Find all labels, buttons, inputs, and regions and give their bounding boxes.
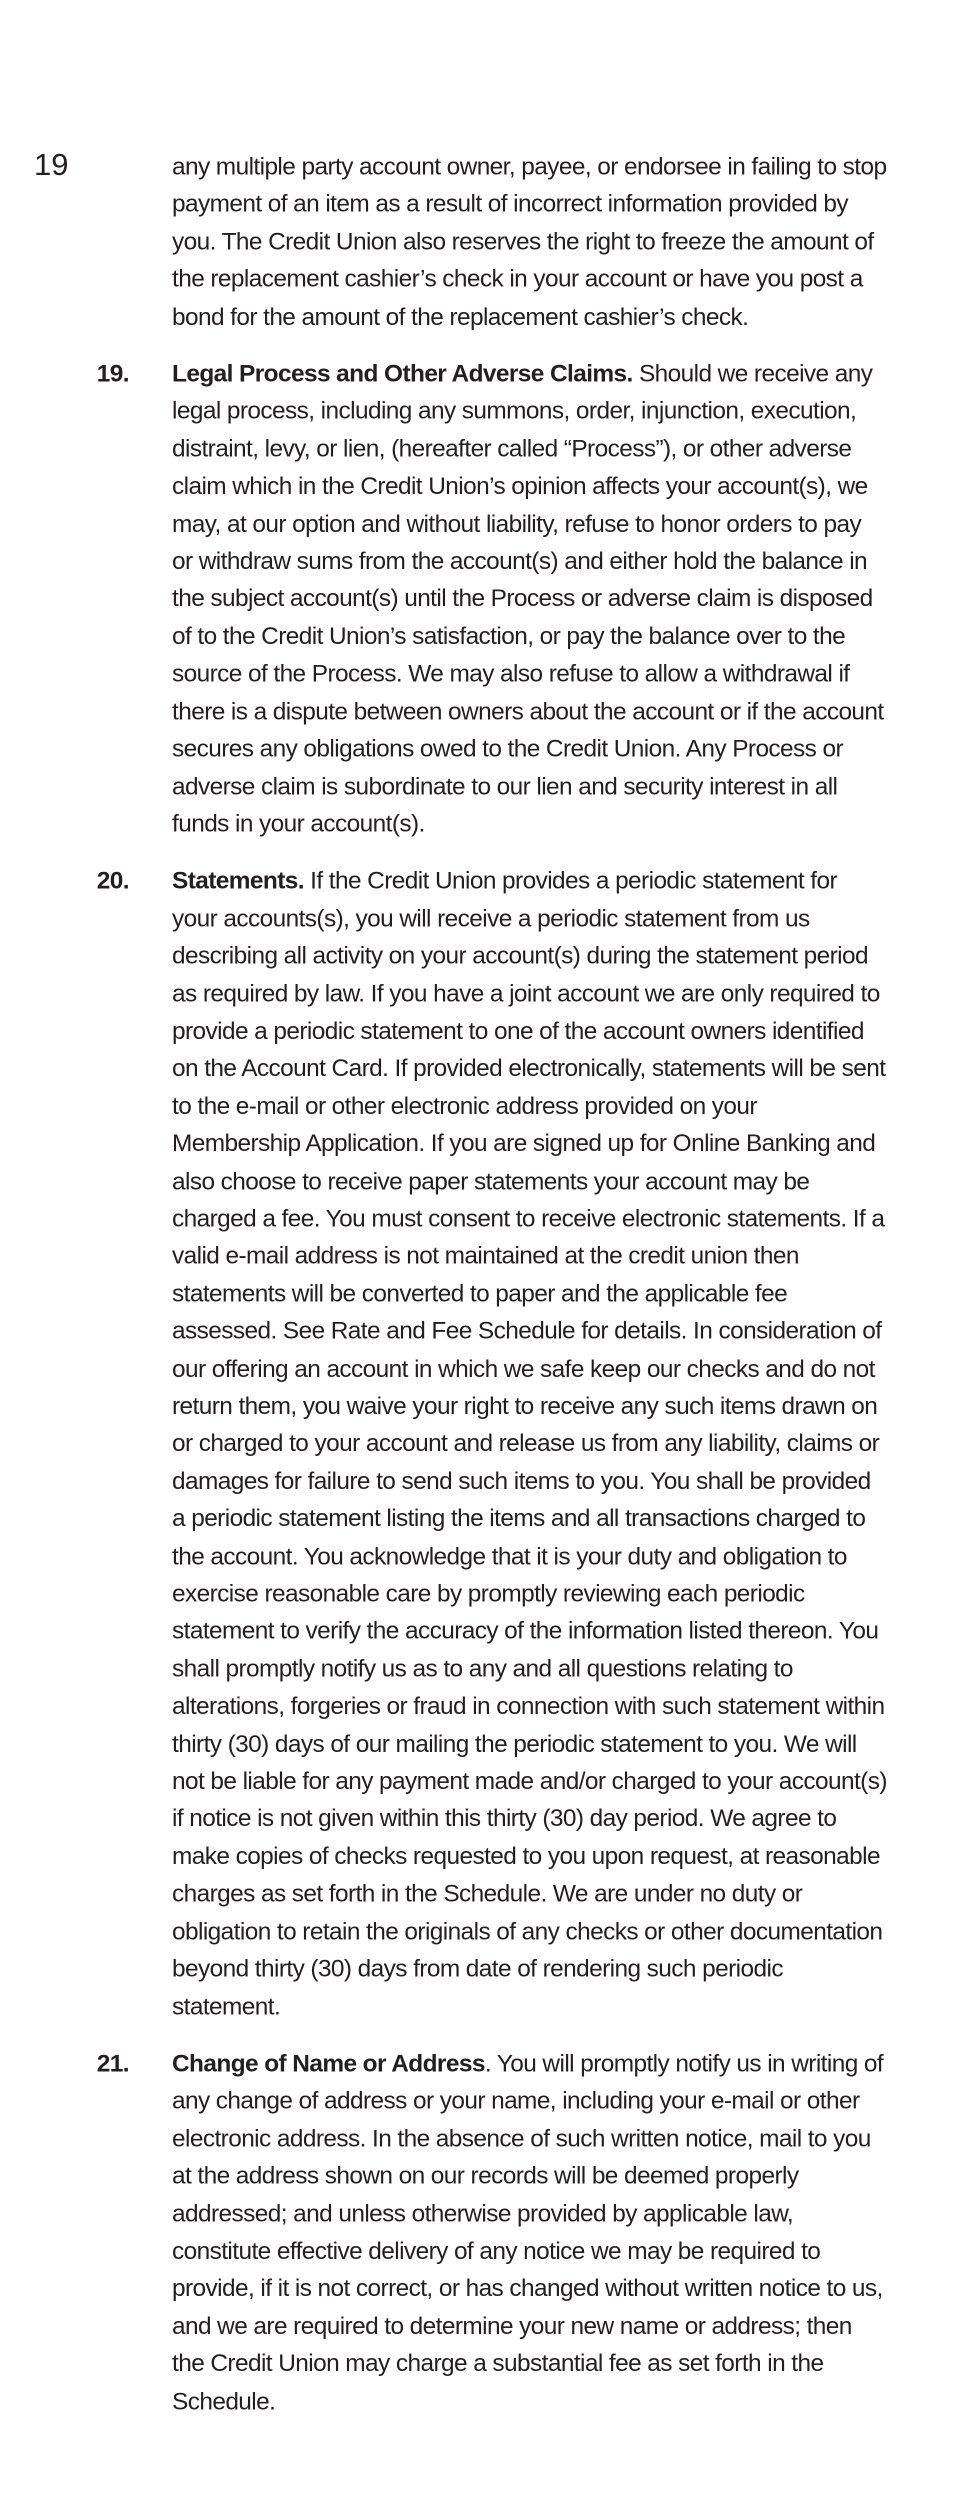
section-body: If the Credit Union provides a periodic statement for your accounts(s), you will receive a periodic statement from us describing all activity on your account(s) during the statement period as required by law. If you have a joint account we are only required to provide a periodic statement to one of the account owners identified on the Account Card. If provided electronically, statements will be sent to the e-mail or other electronic address provided on your Membership Application. If you are signed up for Online Banking and also choose to receive paper statements your account may be charged a fee. You must consent to receive electronic statements. If a valid e-mail address is not maintained at the credit union then statements will be converted to paper and the applicable fee assessed. See Rate and Fee Schedule for details. In consideration of our offering an account in which we safe keep our checks and do not return them, you waive your right to receive any such items drawn on or charged to your account and release us from any liability, claims or damages for failure to send such items to you. You shall be provided a periodic statement listing the items and all transactions charged to the account. You acknowledge that it is your duty and obligation to exercise reasonable care by promptly reviewing each periodic statement to verify the accuracy of the information listed thereon. You shall promptly notify us as to any and all questions relating to alterations, forgeries or fraud in connection with such statement within thirty (30) days of our mailing the periodic statement to you. We will not be liable for any payment made and/or charged to your account(s) if notice is not given within this thirty (30) day period. We agree to make copies of checks requested to you upon request, at reasonable charges as set forth in the Schedule. We are under no duty or obligation to retain the originals of any checks or other documentation beyond thirty (30) days from date of rendering such periodic statement. <box>172 867 887 2021</box>
section-title: Statements. <box>172 867 304 895</box>
section-paragraph <box>172 355 887 843</box>
section-paragraph <box>172 862 887 2025</box>
section-title: Change of Name or Address <box>172 2049 485 2078</box>
page-number: 19 <box>34 147 69 182</box>
section-number: 20. <box>96 867 129 895</box>
section-body: Should we receive any legal process, including any summons, order, injunction, execution, distraint, levy, or lien, (hereafter called “Process”), or other adverse claim which in the Credit Union’s opinion affects your account(s), we may, at our option and without liability, refuse to honor orders to pay or withdraw sums from the account(s) and either hold the balance in the subject account(s) until the Process or adverse claim is disposed of to the Credit Union’s satisfaction, or pay the balance over to the source of the Process. We may also refuse to allow a withdrawal if there is a dispute between owners about the account or if the account secures any obligations owed to the Credit Union. Any Process or adverse claim is subordinate to our lien and security interest in all funds in your account(s). <box>172 359 884 838</box>
section-number: 21. <box>96 2049 129 2078</box>
section-body: . You will promptly notify us in writing of any change of address or your name, including your e-mail or other electronic address. In the absence of such written notice, mail to you at the address shown on our records will be deemed properly addressed; and unless otherwise provided by applicable law, constitute effective delivery of any notice we may be required to provide, if it is not correct, or has changed without written notice to us, and we are required to determine your new name or address; then the Credit Union may charge a substantial fee as set forth in the Schedule. <box>172 2049 884 2415</box>
section-number: 19. <box>96 359 129 388</box>
section-20 <box>96 862 887 2025</box>
document-body <box>96 148 887 2420</box>
section-title: Legal Process and Other Adverse Claims. <box>172 359 633 388</box>
continuation-paragraph: any multiple party account owner, payee, or endorsee in failing to stop payment of an item as a result of incorrect information provided by you. The Credit Union also reserves the right to freeze the amount of the replacement cashier’s check in your account or have you post a bond for the amount of the replacement cashier’s check. <box>172 152 887 331</box>
section-paragraph <box>172 2045 887 2420</box>
section-21 <box>96 2045 887 2420</box>
section-19 <box>96 355 887 843</box>
